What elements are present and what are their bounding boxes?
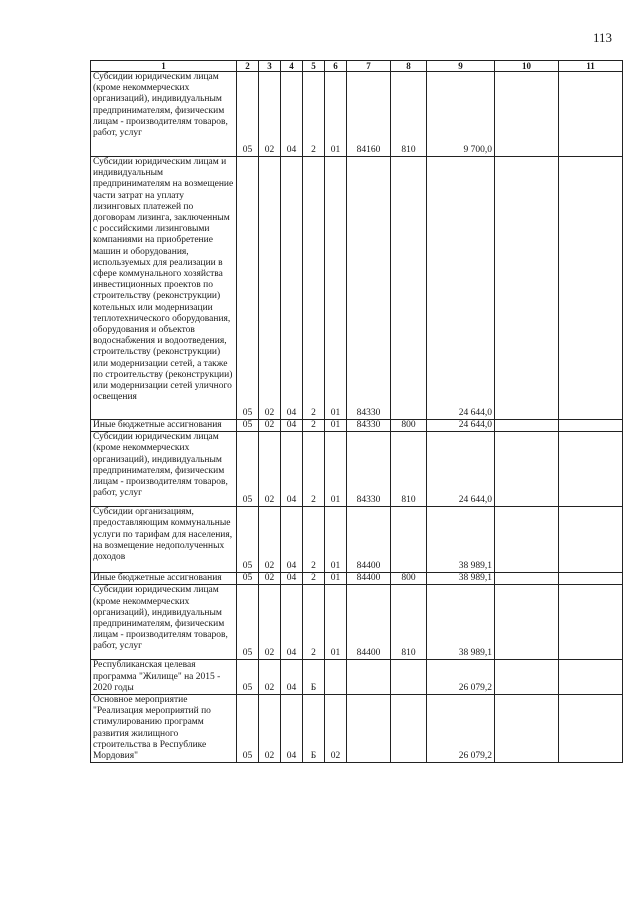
code-section: 02 bbox=[259, 72, 281, 157]
table-row bbox=[91, 432, 623, 507]
row-description: Субсидии юридическим лицам (кроме некоммерческих организаций), индивидуальным предпринимателям, физическим лицам - производителям товаров, работ, услуг bbox=[91, 432, 237, 507]
column-10-value bbox=[495, 420, 559, 432]
amount-value: 38 989,1 bbox=[427, 507, 495, 573]
code-subprogram bbox=[325, 660, 347, 695]
code-expense-type bbox=[391, 660, 427, 695]
row-description: Иные бюджетные ассигнования bbox=[91, 573, 237, 585]
amount-value: 24 644,0 bbox=[427, 432, 495, 507]
code-direction: 84330 bbox=[347, 420, 391, 432]
row-description: Субсидии организациям, предоставляющим коммунальные услуги по тарифам для населения, на возмещение недополученных доходов bbox=[91, 507, 237, 573]
code-direction: 84400 bbox=[347, 585, 391, 660]
code-chapter: 05 bbox=[237, 157, 259, 420]
amount-value: 24 644,0 bbox=[427, 157, 495, 420]
table-row bbox=[91, 507, 623, 573]
code-subprogram: 01 bbox=[325, 157, 347, 420]
column-header: 5 bbox=[303, 61, 325, 72]
code-subsection: 04 bbox=[281, 432, 303, 507]
column-10-value bbox=[495, 507, 559, 573]
column-11-value bbox=[559, 573, 623, 585]
code-program: 2 bbox=[303, 507, 325, 573]
table-row bbox=[91, 72, 623, 157]
row-description: Субсидии юридическим лицам (кроме некоммерческих организаций), индивидуальным предпринимателям, физическим лицам - производителям товаров, работ, услуг bbox=[91, 72, 237, 157]
amount-value: 38 989,1 bbox=[427, 585, 495, 660]
code-direction: 84330 bbox=[347, 432, 391, 507]
row-description: Основное мероприятие "Реализация мероприятий по стимулированию программ развития жилищного строительства в Республике Мордовия" bbox=[91, 695, 237, 763]
column-10-value bbox=[495, 432, 559, 507]
column-header: 3 bbox=[259, 61, 281, 72]
code-subsection: 04 bbox=[281, 660, 303, 695]
code-chapter: 05 bbox=[237, 585, 259, 660]
amount-value: 26 079,2 bbox=[427, 695, 495, 763]
code-subsection: 04 bbox=[281, 573, 303, 585]
code-direction: 84400 bbox=[347, 573, 391, 585]
table-row bbox=[91, 157, 623, 420]
amount-value: 24 644,0 bbox=[427, 420, 495, 432]
code-subsection: 04 bbox=[281, 72, 303, 157]
code-subprogram: 02 bbox=[325, 695, 347, 763]
code-subprogram: 01 bbox=[325, 72, 347, 157]
code-chapter: 05 bbox=[237, 420, 259, 432]
column-header: 4 bbox=[281, 61, 303, 72]
column-11-value bbox=[559, 72, 623, 157]
column-header: 11 bbox=[559, 61, 623, 72]
code-subsection: 04 bbox=[281, 585, 303, 660]
code-direction: 84400 bbox=[347, 507, 391, 573]
code-subprogram: 01 bbox=[325, 507, 347, 573]
table-row bbox=[91, 585, 623, 660]
table-row bbox=[91, 420, 623, 432]
amount-value: 38 989,1 bbox=[427, 573, 495, 585]
column-10-value bbox=[495, 573, 559, 585]
column-11-value bbox=[559, 432, 623, 507]
code-chapter: 05 bbox=[237, 695, 259, 763]
code-subsection: 04 bbox=[281, 507, 303, 573]
column-11-value bbox=[559, 507, 623, 573]
column-10-value bbox=[495, 660, 559, 695]
budget-table bbox=[90, 60, 623, 763]
code-chapter: 05 bbox=[237, 432, 259, 507]
code-subsection: 04 bbox=[281, 157, 303, 420]
page-number: 113 bbox=[592, 30, 612, 45]
code-section: 02 bbox=[259, 660, 281, 695]
column-11-value bbox=[559, 585, 623, 660]
code-subprogram: 01 bbox=[325, 585, 347, 660]
code-program: Б bbox=[303, 695, 325, 763]
code-subprogram: 01 bbox=[325, 420, 347, 432]
code-section: 02 bbox=[259, 507, 281, 573]
row-description: Республиканская целевая программа "Жилище" на 2015 - 2020 годы bbox=[91, 660, 237, 695]
column-11-value bbox=[559, 157, 623, 420]
code-direction bbox=[347, 660, 391, 695]
code-expense-type: 810 bbox=[391, 432, 427, 507]
code-expense-type: 800 bbox=[391, 420, 427, 432]
column-header: 10 bbox=[495, 61, 559, 72]
code-program: 2 bbox=[303, 72, 325, 157]
table-row bbox=[91, 573, 623, 585]
column-11-value bbox=[559, 695, 623, 763]
table-body bbox=[91, 72, 623, 763]
code-subprogram: 01 bbox=[325, 432, 347, 507]
code-expense-type bbox=[391, 157, 427, 420]
column-header: 2 bbox=[237, 61, 259, 72]
code-program: 2 bbox=[303, 420, 325, 432]
column-header: 9 bbox=[427, 61, 495, 72]
column-header: 7 bbox=[347, 61, 391, 72]
code-section: 02 bbox=[259, 432, 281, 507]
column-10-value bbox=[495, 695, 559, 763]
code-direction: 84330 bbox=[347, 157, 391, 420]
column-11-value bbox=[559, 420, 623, 432]
code-direction: 84160 bbox=[347, 72, 391, 157]
code-section: 02 bbox=[259, 573, 281, 585]
code-subprogram: 01 bbox=[325, 573, 347, 585]
table-header-row bbox=[91, 61, 623, 72]
amount-value: 9 700,0 bbox=[427, 72, 495, 157]
column-10-value bbox=[495, 157, 559, 420]
code-expense-type: 810 bbox=[391, 585, 427, 660]
code-program: 2 bbox=[303, 157, 325, 420]
column-header: 1 bbox=[91, 61, 237, 72]
code-expense-type: 810 bbox=[391, 72, 427, 157]
code-program: 2 bbox=[303, 432, 325, 507]
code-expense-type bbox=[391, 695, 427, 763]
code-subsection: 04 bbox=[281, 695, 303, 763]
column-11-value bbox=[559, 660, 623, 695]
row-description: Иные бюджетные ассигнования bbox=[91, 420, 237, 432]
code-expense-type bbox=[391, 507, 427, 573]
code-chapter: 05 bbox=[237, 507, 259, 573]
table-row bbox=[91, 660, 623, 695]
code-chapter: 05 bbox=[237, 72, 259, 157]
code-chapter: 05 bbox=[237, 573, 259, 585]
code-section: 02 bbox=[259, 695, 281, 763]
code-section: 02 bbox=[259, 420, 281, 432]
code-subsection: 04 bbox=[281, 420, 303, 432]
code-direction bbox=[347, 695, 391, 763]
row-description: Субсидии юридическим лицам (кроме некоммерческих организаций), индивидуальным предпринимателям, физическим лицам - производителям товаров, работ, услуг bbox=[91, 585, 237, 660]
code-chapter: 05 bbox=[237, 660, 259, 695]
column-header: 6 bbox=[325, 61, 347, 72]
code-program: 2 bbox=[303, 573, 325, 585]
table-row bbox=[91, 695, 623, 763]
column-10-value bbox=[495, 72, 559, 157]
column-10-value bbox=[495, 585, 559, 660]
code-expense-type: 800 bbox=[391, 573, 427, 585]
code-section: 02 bbox=[259, 157, 281, 420]
code-program: 2 bbox=[303, 585, 325, 660]
row-description: Субсидии юридическим лицам и индивидуальным предпринимателям на возмещение части затрат на уплату лизинговых платежей по договорам лизинга, заключенным с российскими лизинговыми компаниями на приобретение машин и оборудования, используемых для реализации в сфере коммунального хозяйства инвестиционных проектов по строительству (реконструкции) котельных или модернизации теплотехнического оборудования, оборудования и объектов водоснабжения и водоотведения, строительству (реконструкции) или модернизации сетей, а также по строительству (реконструкции) или модернизации сетей уличного освещения bbox=[91, 157, 237, 420]
code-program: Б bbox=[303, 660, 325, 695]
amount-value: 26 079,2 bbox=[427, 660, 495, 695]
column-header: 8 bbox=[391, 61, 427, 72]
code-section: 02 bbox=[259, 585, 281, 660]
